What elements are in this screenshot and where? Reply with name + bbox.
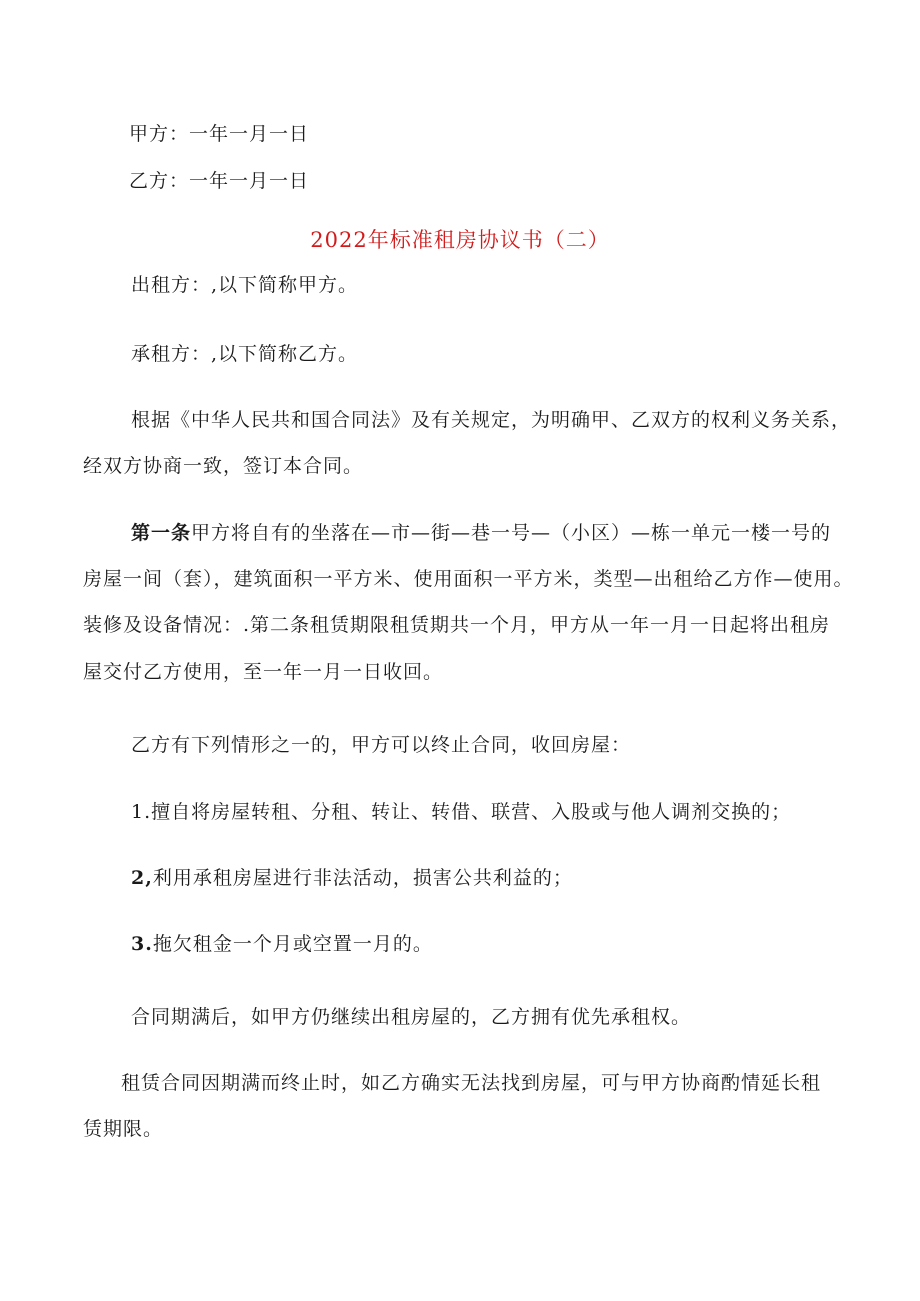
- termination-intro: 乙方有下列情形之一的，甲方可以终止合同，收回房屋：: [131, 734, 632, 756]
- lessor-line: 出租方：,以下简称甲方。: [131, 274, 359, 296]
- article1-line-4: 屋交付乙方使用，至一年一月一日收回。: [83, 661, 444, 683]
- preamble-line-2: 经双方协商一致，签订本合同。: [83, 455, 364, 477]
- document-title: 2022年标准租房协议书（二）: [310, 228, 610, 252]
- list-item-1-text: 擅自将房屋转租、分租、转让、转借、联营、入股或与他人调剂交换的；: [151, 801, 792, 823]
- article1-line-1-text: 甲方将自有的坐落在—市—街—巷一号—（小区）—栋一单元一楼一号的: [191, 522, 832, 544]
- renewal-clause: 合同期满后，如甲方仍继续出租房屋的，乙方拥有优先承租权。: [131, 1006, 692, 1028]
- extension-line-1: 租赁合同因期满而终止时，如乙方确实无法找到房屋，可与甲方协商酌情延长租: [121, 1072, 822, 1094]
- list-item-2-number: 2,: [131, 867, 153, 889]
- list-item-1: [131, 799, 791, 825]
- lessee-line: 承租方：,以下简称乙方。: [131, 343, 359, 365]
- list-item-3-number: 3.: [131, 933, 153, 955]
- article1-line-1: [131, 520, 831, 546]
- party-a-signature-line: 甲方：一年一月一日: [129, 123, 310, 145]
- list-item-1-number: 1.: [131, 801, 152, 823]
- list-item-2: [131, 865, 573, 891]
- extension-line-2: 赁期限。: [83, 1118, 164, 1140]
- article1-line-2: 房屋一间（套），建筑面积一平方米、使用面积一平方米，类型—出租给乙方作—使用。: [83, 568, 854, 590]
- list-item-3: [131, 931, 433, 957]
- article1-line-3: 装修及设备情况：.第二条租赁期限租赁期共一个月，甲方从一年一月一日起将出租房: [83, 614, 831, 636]
- list-item-3-text: 拖欠租金一个月或空置一月的。: [152, 933, 433, 955]
- party-b-signature-line: 乙方：一年一月一日: [129, 170, 310, 192]
- article1-lead: 第一条: [131, 522, 192, 544]
- preamble-line-1: 根据《中华人民共和国合同法》及有关规定，为明确甲、乙双方的权利义务关系，: [131, 409, 852, 431]
- list-item-2-text: 利用承租房屋进行非法活动，损害公共利益的；: [152, 867, 573, 889]
